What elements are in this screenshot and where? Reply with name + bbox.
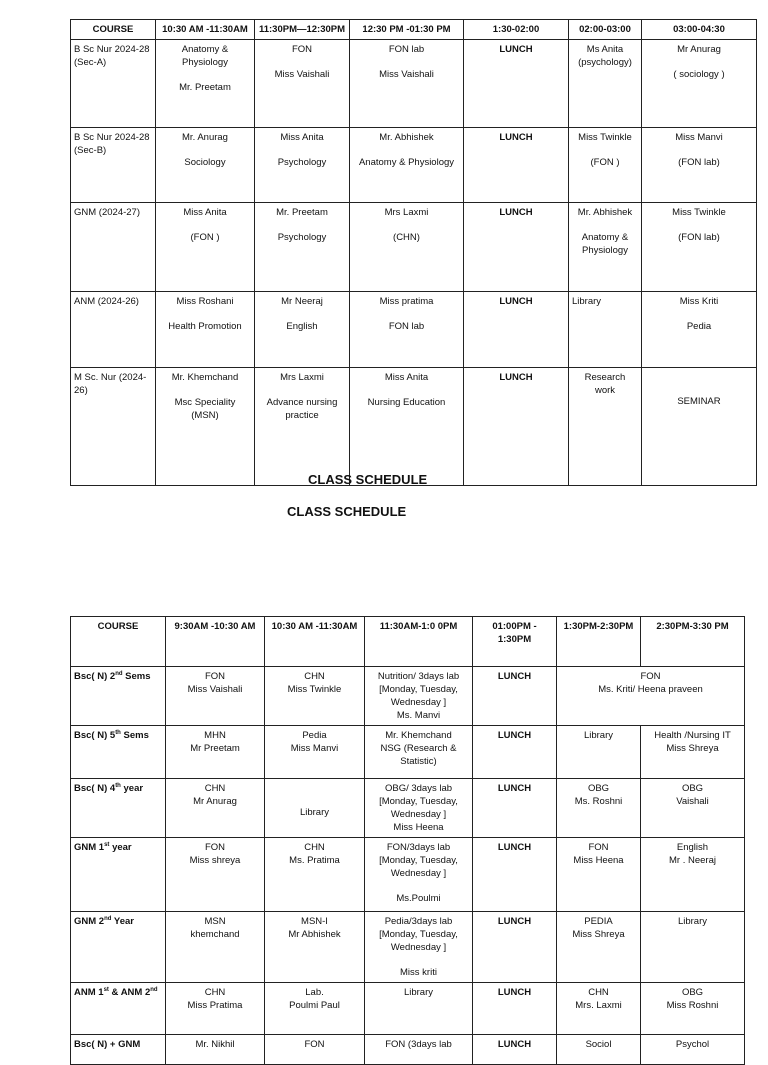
cell-line: (FON lab) bbox=[678, 157, 720, 168]
cell-line: LUNCH bbox=[499, 207, 533, 218]
cell-line: Ms. Kriti/ Heena praveen bbox=[598, 684, 703, 695]
column-header: 01:00PM - 1:30PM bbox=[473, 617, 557, 667]
lunch-cell bbox=[473, 983, 557, 1035]
schedule-cell bbox=[166, 726, 265, 779]
cell-line: Sociology bbox=[184, 157, 226, 168]
schedule-cell bbox=[166, 983, 265, 1035]
column-header: 1:30-02:00 bbox=[464, 20, 569, 40]
schedule-cell bbox=[641, 838, 745, 912]
spacer bbox=[258, 219, 346, 231]
schedule-cell bbox=[641, 1035, 745, 1065]
lunch-cell bbox=[473, 1035, 557, 1065]
cell-line: Mr Abhishek bbox=[288, 929, 341, 940]
schedule-cell bbox=[641, 726, 745, 779]
cell-line: Library bbox=[572, 296, 602, 307]
column-header: 12:30 PM -01:30 PM bbox=[350, 20, 464, 40]
cell-line: LUNCH bbox=[499, 296, 533, 307]
cell-line: Ms. Manvi bbox=[396, 710, 441, 721]
cell-line: LUNCH bbox=[497, 842, 532, 853]
cell-line: CHN bbox=[304, 842, 325, 853]
cell-line: [Monday, Tuesday, bbox=[379, 929, 458, 940]
cell-line: LUNCH bbox=[497, 987, 532, 998]
spacer bbox=[645, 219, 753, 231]
schedule-cell bbox=[557, 838, 641, 912]
spacer bbox=[353, 56, 460, 68]
cell-line: Poulmi Paul bbox=[289, 1000, 340, 1011]
spacer bbox=[159, 384, 251, 396]
schedule-cell bbox=[350, 292, 464, 368]
cell-line: [Monday, Tuesday, bbox=[379, 796, 458, 807]
spacer bbox=[645, 144, 753, 156]
course-label: Sems bbox=[120, 730, 149, 741]
course-ordinal: th bbox=[115, 729, 121, 736]
cell-line: Miss Vaishali bbox=[379, 69, 434, 80]
course-cell: M Sc. Nur (2024-26) bbox=[71, 368, 156, 486]
cell-line: [Monday, Tuesday, bbox=[379, 855, 458, 866]
schedule-cell bbox=[642, 292, 757, 368]
schedule-cell bbox=[641, 779, 745, 838]
spacer bbox=[159, 144, 251, 156]
cell-line: Miss kriti bbox=[400, 967, 437, 978]
schedule-cell bbox=[265, 983, 365, 1035]
cell-line: LUNCH bbox=[497, 730, 532, 741]
table-header-row bbox=[71, 20, 757, 40]
course-label: Bsc( N) 2 bbox=[74, 671, 116, 682]
course-cell: ANM (2024-26) bbox=[71, 292, 156, 368]
cell-line: Mr Anurag bbox=[193, 796, 237, 807]
cell-line: Miss Anita bbox=[280, 132, 324, 143]
table-row bbox=[71, 667, 745, 726]
schedule-cell bbox=[569, 292, 642, 368]
lunch-cell bbox=[473, 726, 557, 779]
cell-line: Ms. Pratima bbox=[289, 855, 340, 866]
cell-line: Miss Heena bbox=[573, 855, 624, 866]
lunch-cell bbox=[464, 368, 569, 486]
cell-line: Pedia bbox=[686, 321, 712, 332]
schedule-cell bbox=[350, 40, 464, 128]
schedule-cell bbox=[156, 40, 255, 128]
cell-line: Library bbox=[677, 916, 708, 927]
schedule-cell bbox=[265, 667, 365, 726]
schedule-cell bbox=[255, 40, 350, 128]
schedule-cell bbox=[642, 40, 757, 128]
cell-line: CHN bbox=[304, 671, 325, 682]
schedule-cell bbox=[557, 983, 641, 1035]
cell-line: Miss Twinkle bbox=[578, 132, 632, 143]
table-row bbox=[71, 983, 745, 1035]
merged-schedule-cell bbox=[557, 667, 745, 726]
schedule-cell bbox=[569, 128, 642, 203]
cell-line: OBG bbox=[681, 783, 704, 794]
cell-line: Anatomy & bbox=[581, 232, 629, 243]
cell-line: English bbox=[286, 321, 318, 332]
table-row bbox=[71, 128, 757, 203]
cell-line: LUNCH bbox=[499, 372, 533, 383]
cell-line: Nursing Education bbox=[367, 397, 446, 408]
cell-line: Miss shreya bbox=[189, 855, 241, 866]
cell-line: English bbox=[676, 842, 709, 853]
cell-line: Miss Roshani bbox=[176, 296, 234, 307]
column-header: 11:30PM—12:30PM bbox=[255, 20, 350, 40]
cell-line: Miss Manvi bbox=[675, 132, 723, 143]
cell-line: FON (3days lab bbox=[385, 1039, 452, 1050]
table-row bbox=[71, 203, 757, 292]
page-title-repeat: CLASS SCHEDULE bbox=[287, 504, 407, 519]
schedule-cell bbox=[255, 368, 350, 486]
cell-line: Psychol bbox=[675, 1039, 710, 1050]
cell-line: Miss Anita bbox=[384, 372, 429, 383]
lunch-cell bbox=[473, 667, 557, 726]
cell-line: Miss pratima bbox=[379, 296, 434, 307]
column-header: 11:30AM-1:0 0PM bbox=[365, 617, 473, 667]
cell-line: PEDIA bbox=[584, 916, 613, 927]
cell-line: LUNCH bbox=[499, 44, 533, 55]
spacer bbox=[645, 308, 753, 320]
cell-line: Library bbox=[403, 987, 434, 998]
course-label: year bbox=[109, 842, 132, 853]
cell-line: FON lab bbox=[388, 321, 425, 332]
cell-line: Lab. bbox=[305, 987, 324, 998]
course-label: Sems bbox=[122, 671, 151, 682]
cell-line: NSG (Research & bbox=[380, 743, 457, 754]
cell-line: Pedia bbox=[302, 730, 327, 741]
schedule-cell bbox=[350, 203, 464, 292]
schedule-cell bbox=[156, 128, 255, 203]
cell-line: Advance nursing bbox=[266, 397, 338, 408]
cell-line: Mrs Laxmi bbox=[384, 207, 429, 218]
cell-line: Mr. Nikhil bbox=[195, 1039, 235, 1050]
cell-line: CHN bbox=[204, 987, 226, 998]
schedule-table-1 bbox=[70, 19, 757, 486]
schedule-cell bbox=[365, 667, 473, 726]
course-ordinal: st bbox=[104, 841, 110, 848]
schedule-cell bbox=[166, 838, 265, 912]
cell-line: Health Promotion bbox=[168, 321, 242, 332]
cell-line: Mr. Anurag bbox=[182, 132, 228, 143]
schedule-cell bbox=[365, 912, 473, 983]
schedule-cell bbox=[557, 912, 641, 983]
course-cell bbox=[71, 779, 166, 838]
course-ordinal: nd bbox=[104, 915, 112, 922]
course-label: & ANM 2 bbox=[108, 987, 151, 998]
schedule-cell bbox=[156, 292, 255, 368]
cell-line: Nutrition/ 3days lab bbox=[377, 671, 460, 682]
cell-line: Mr. Abhishek bbox=[379, 132, 434, 143]
schedule-cell bbox=[166, 912, 265, 983]
schedule-cell bbox=[255, 128, 350, 203]
course-label: GNM 1 bbox=[74, 842, 105, 853]
schedule-cell bbox=[156, 368, 255, 486]
cell-line: (psychology) bbox=[578, 57, 632, 68]
schedule-cell bbox=[642, 128, 757, 203]
schedule-cell bbox=[265, 912, 365, 983]
schedule-cell bbox=[166, 779, 265, 838]
lunch-cell bbox=[464, 40, 569, 128]
schedule-cell bbox=[166, 667, 265, 726]
schedule-cell bbox=[156, 203, 255, 292]
cell-line: (FON ) bbox=[190, 232, 220, 243]
column-header: 02:00-03:00 bbox=[569, 20, 642, 40]
schedule-cell bbox=[557, 726, 641, 779]
spacer bbox=[645, 371, 753, 383]
cell-line: Anatomy & bbox=[181, 44, 229, 55]
cell-line: (FON lab) bbox=[678, 232, 720, 243]
schedule-cell bbox=[365, 726, 473, 779]
schedule-cell bbox=[641, 912, 745, 983]
column-header: COURSE bbox=[71, 20, 156, 40]
spacer bbox=[353, 384, 460, 396]
schedule-cell bbox=[365, 983, 473, 1035]
cell-line: LUNCH bbox=[497, 916, 532, 927]
cell-line: Wednesday ] bbox=[390, 697, 447, 708]
cell-line: Msc Speciality bbox=[174, 397, 236, 408]
schedule-cell bbox=[265, 779, 365, 838]
cell-line: MHN bbox=[204, 730, 226, 741]
cell-line: Mr Neeraj bbox=[281, 296, 323, 307]
cell-line: LUNCH bbox=[499, 132, 533, 143]
lunch-cell bbox=[464, 292, 569, 368]
cell-line: Mr. Preetam bbox=[179, 82, 231, 93]
spacer bbox=[258, 384, 346, 396]
cell-line: Ms.Poulmi bbox=[396, 893, 441, 904]
cell-line: Miss Roshni bbox=[666, 1000, 719, 1011]
course-label: Bsc( N) 4 bbox=[74, 783, 116, 794]
cell-line: Wednesday ] bbox=[390, 942, 447, 953]
cell-line: Ms Anita bbox=[586, 44, 624, 55]
table-row bbox=[71, 838, 745, 912]
schedule-cell bbox=[350, 368, 464, 486]
cell-line: Miss Vaishali bbox=[274, 69, 330, 80]
cell-line: LUNCH bbox=[497, 783, 532, 794]
cell-line: Mrs Laxmi bbox=[280, 372, 324, 383]
course-cell bbox=[71, 667, 166, 726]
spacer bbox=[353, 308, 460, 320]
cell-line: FON/3days lab bbox=[386, 842, 451, 853]
table-row bbox=[71, 726, 745, 779]
cell-line: SEMINAR bbox=[677, 396, 721, 407]
spacer bbox=[258, 56, 346, 68]
schedule-cell bbox=[569, 40, 642, 128]
cell-line: OBG bbox=[587, 783, 610, 794]
schedule-cell bbox=[642, 203, 757, 292]
cell-line: FON bbox=[304, 1039, 325, 1050]
cell-line: practice bbox=[285, 410, 319, 421]
lunch-cell bbox=[464, 203, 569, 292]
cell-line: FON bbox=[588, 842, 609, 853]
column-header: COURSE bbox=[71, 617, 166, 667]
spacer bbox=[353, 219, 460, 231]
lunch-cell bbox=[464, 128, 569, 203]
spacer bbox=[368, 954, 469, 966]
cell-line: [Monday, Tuesday, bbox=[379, 684, 458, 695]
table-row bbox=[71, 779, 745, 838]
cell-line: MSN bbox=[204, 916, 226, 927]
cell-line: Mr. Abhishek bbox=[577, 207, 633, 218]
cell-line: Sociol bbox=[585, 1039, 612, 1050]
schedule-cell bbox=[641, 983, 745, 1035]
cell-line: Ms. Roshni bbox=[574, 796, 623, 807]
cell-line: FON bbox=[291, 44, 313, 55]
cell-line: Research bbox=[584, 372, 626, 383]
spacer bbox=[645, 383, 753, 395]
course-cell: GNM (2024-27) bbox=[71, 203, 156, 292]
cell-line: OBG bbox=[681, 987, 704, 998]
schedule-cell bbox=[365, 1035, 473, 1065]
column-header: 1:30PM-2:30PM bbox=[557, 617, 641, 667]
table-row bbox=[71, 292, 757, 368]
cell-line: Vaishali bbox=[676, 796, 709, 807]
cell-line: Mr. Khemchand bbox=[385, 730, 452, 741]
schedule-cell bbox=[265, 1035, 365, 1065]
spacer bbox=[159, 219, 251, 231]
cell-line: work bbox=[594, 385, 616, 396]
course-cell bbox=[71, 983, 166, 1035]
lunch-cell bbox=[473, 779, 557, 838]
course-ordinal: st bbox=[103, 986, 109, 993]
cell-line: Wednesday ] bbox=[390, 868, 447, 879]
spacer bbox=[258, 308, 346, 320]
spacer bbox=[159, 308, 251, 320]
cell-line: Miss Twinkle bbox=[672, 207, 726, 218]
course-ordinal: nd bbox=[115, 670, 123, 677]
cell-line: FON bbox=[204, 671, 226, 682]
spacer bbox=[258, 144, 346, 156]
cell-line: Psychology bbox=[277, 157, 327, 168]
cell-line: Miss Twinkle bbox=[287, 684, 342, 695]
course-cell: B Sc Nur 2024-28 (Sec-B) bbox=[71, 128, 156, 203]
cell-line: Miss Kriti bbox=[679, 296, 719, 307]
course-cell bbox=[71, 1035, 166, 1065]
column-header: 03:00-04:30 bbox=[642, 20, 757, 40]
cell-line: OBG/ 3days lab bbox=[384, 783, 453, 794]
course-label: Bsc( N) 5 bbox=[74, 730, 116, 741]
course-cell bbox=[71, 838, 166, 912]
schedule-cell bbox=[642, 368, 757, 486]
course-ordinal: nd bbox=[150, 986, 158, 993]
cell-line: Miss Anita bbox=[183, 207, 227, 218]
column-header: 10:30 AM -11:30AM bbox=[156, 20, 255, 40]
spacer bbox=[159, 69, 251, 81]
spacer bbox=[572, 144, 638, 156]
schedule-cell bbox=[557, 779, 641, 838]
table-row bbox=[71, 1035, 745, 1065]
course-cell bbox=[71, 726, 166, 779]
spacer bbox=[353, 144, 460, 156]
lunch-cell bbox=[473, 912, 557, 983]
table-header-row bbox=[71, 617, 745, 667]
cell-line: LUNCH bbox=[497, 671, 532, 682]
column-header: 9:30AM -10:30 AM bbox=[166, 617, 265, 667]
course-label: GNM 2 bbox=[74, 916, 105, 927]
table-row bbox=[71, 40, 757, 128]
cell-line: Physiology bbox=[582, 245, 628, 256]
schedule-cell bbox=[350, 128, 464, 203]
cell-line: Miss Pratima bbox=[187, 1000, 243, 1011]
cell-line: Miss Shreya bbox=[666, 743, 719, 754]
course-label: Year bbox=[111, 916, 134, 927]
schedule-cell bbox=[569, 368, 642, 486]
schedule-cell bbox=[365, 779, 473, 838]
schedule-cell bbox=[265, 726, 365, 779]
column-header: 2:30PM-3:30 PM bbox=[641, 617, 745, 667]
cell-line: Mr. Khemchand bbox=[171, 372, 239, 383]
spacer bbox=[268, 782, 361, 794]
cell-line: Physiology bbox=[182, 57, 228, 68]
cell-line: Library bbox=[299, 807, 330, 818]
cell-line: Mr . Neeraj bbox=[669, 855, 716, 866]
cell-line: CHN bbox=[588, 987, 609, 998]
schedule-cell bbox=[265, 838, 365, 912]
cell-line: Mr. Preetam bbox=[276, 207, 328, 218]
cell-line: Anatomy & Physiology bbox=[358, 157, 455, 168]
cell-line: Health /Nursing IT bbox=[654, 730, 731, 741]
cell-line: Psychology bbox=[277, 232, 327, 243]
cell-line: CHN bbox=[204, 783, 226, 794]
cell-line: Mr Preetam bbox=[190, 743, 240, 754]
cell-line: Mr Anurag bbox=[677, 44, 721, 55]
cell-line: LUNCH bbox=[497, 1039, 532, 1050]
schedule-cell bbox=[166, 1035, 265, 1065]
cell-line: (MSN) bbox=[191, 410, 219, 421]
cell-line: FON bbox=[204, 842, 226, 853]
cell-line: Mrs. Laxmi bbox=[575, 1000, 622, 1011]
column-header: 10:30 AM -11:30AM bbox=[265, 617, 365, 667]
course-label: Bsc( N) + GNM bbox=[74, 1039, 141, 1050]
lunch-cell bbox=[473, 838, 557, 912]
course-label: year bbox=[120, 783, 144, 794]
schedule-table-2 bbox=[70, 616, 745, 1065]
schedule-cell bbox=[557, 1035, 641, 1065]
course-label: ANM 1 bbox=[74, 987, 104, 998]
cell-line: FON lab bbox=[388, 44, 425, 55]
cell-line: ( sociology ) bbox=[673, 69, 725, 80]
page-title: CLASS SCHEDULE bbox=[308, 472, 428, 487]
spacer bbox=[645, 56, 753, 68]
cell-line: Statistic) bbox=[400, 756, 437, 767]
cell-line: (CHN) bbox=[393, 232, 420, 243]
cell-line: khemchand bbox=[190, 929, 240, 940]
spacer bbox=[368, 880, 469, 892]
spacer bbox=[572, 219, 638, 231]
cell-line: MSN-I bbox=[301, 916, 328, 927]
cell-line: Miss Heena bbox=[393, 822, 444, 833]
cell-line: Miss Manvi bbox=[290, 743, 339, 754]
cell-line: Miss Vaishali bbox=[187, 684, 243, 695]
schedule-cell bbox=[255, 292, 350, 368]
cell-line: Miss Shreya bbox=[572, 929, 625, 940]
cell-line: Library bbox=[583, 730, 614, 741]
course-ordinal: th bbox=[115, 782, 121, 789]
cell-line: Pedia/3days lab bbox=[384, 916, 453, 927]
schedule-cell bbox=[365, 838, 473, 912]
schedule-cell bbox=[569, 203, 642, 292]
cell-line: (FON ) bbox=[590, 157, 620, 168]
spacer bbox=[268, 794, 361, 806]
table-row bbox=[71, 912, 745, 983]
course-cell bbox=[71, 912, 166, 983]
table-row bbox=[71, 368, 757, 486]
cell-line: FON bbox=[640, 671, 661, 682]
schedule-cell bbox=[255, 203, 350, 292]
course-cell: B Sc Nur 2024-28 (Sec-A) bbox=[71, 40, 156, 128]
cell-line: Wednesday ] bbox=[390, 809, 447, 820]
